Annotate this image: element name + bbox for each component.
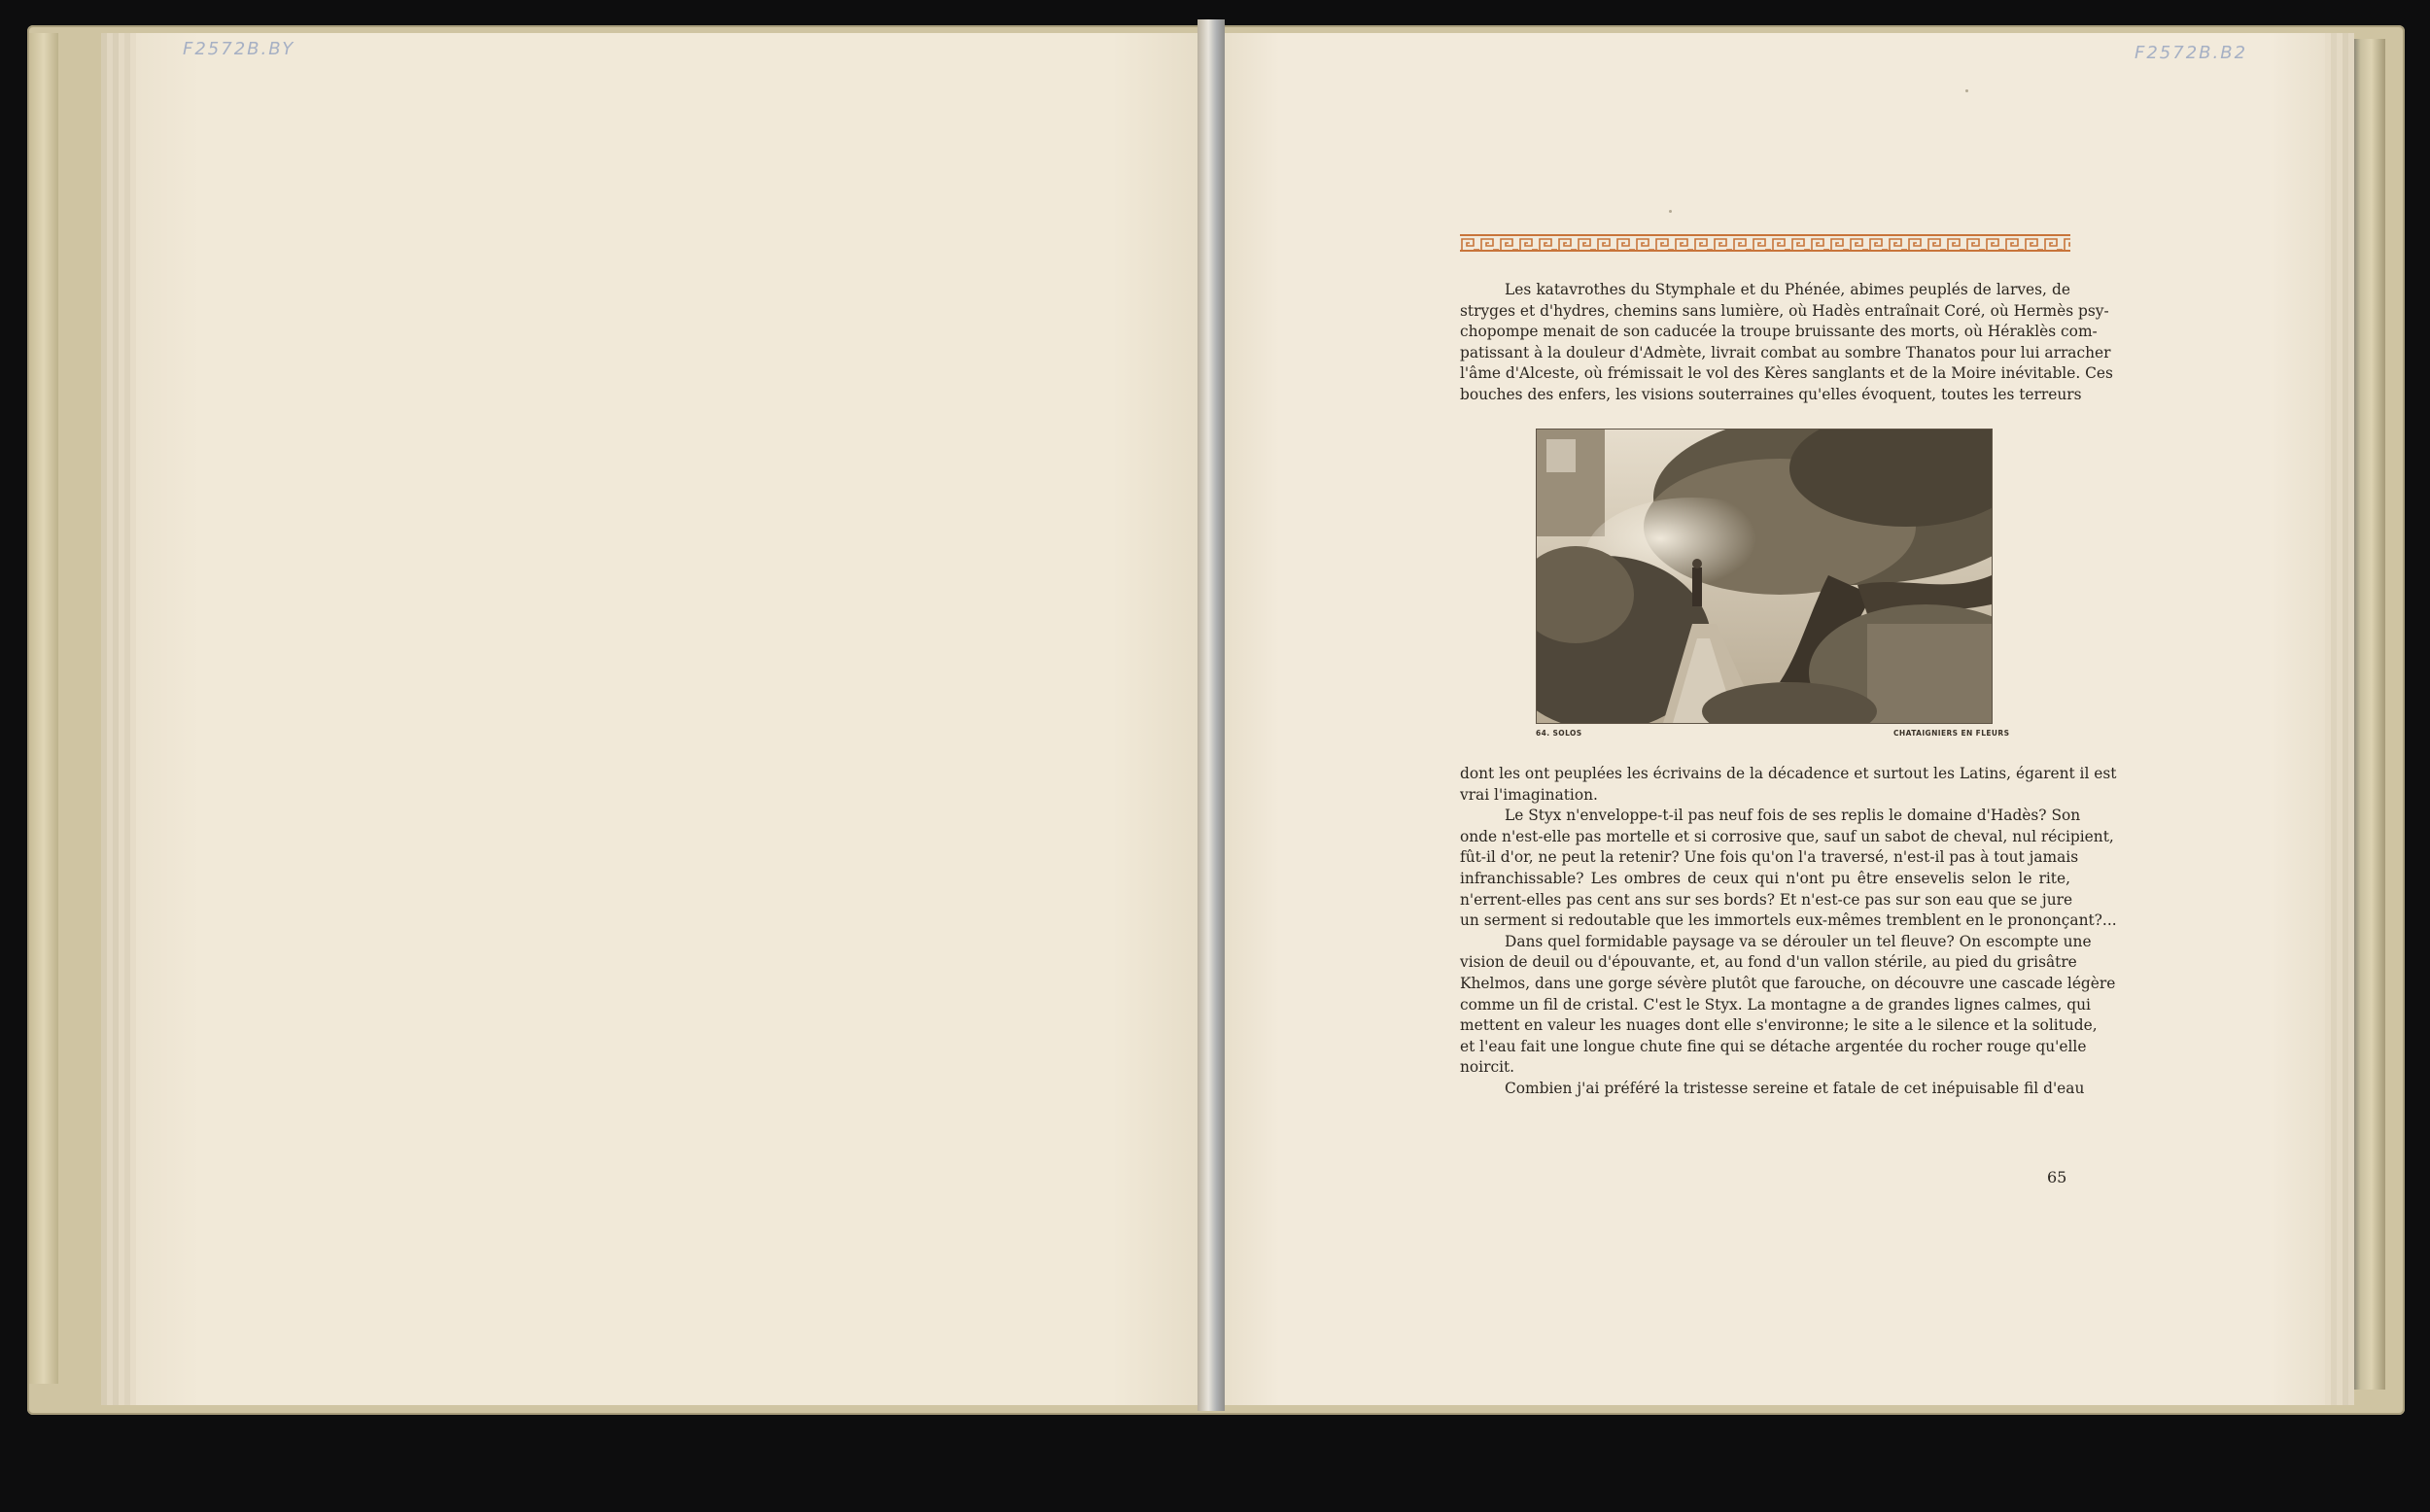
text-line: noircit. (1460, 1058, 1515, 1077)
text-line: chopompe menait de son caducée la troupe bruissante des morts, où Héraklès com- (1460, 323, 2098, 341)
left-page-blank (136, 33, 1198, 1405)
photo-caption-number: 64. SOLOS (1536, 729, 1582, 738)
text-line: fût-il d'or, ne peut la retenir? Une fois qu'on l'a traversé, n'est-il pas à tout jamais (1460, 848, 2079, 867)
text-line: Dans quel formidable paysage va se dérouler un tel fleuve? On escompte une (1505, 932, 2092, 950)
page-number: 65 (2047, 1168, 2067, 1186)
text-line: Combien j'ai préféré la tristesse sereine et fatale de cet inépuisable fil d'eau (1505, 1079, 2085, 1097)
text-line: et l'eau fait une longue chute fine qui se détache argentée du rocher rouge qu'elle (1460, 1037, 2087, 1055)
text-line: bouches des enfers, les visions souterraines qu'elles évoquent, toutes les terreurs (1460, 385, 2082, 403)
speck (1669, 210, 1672, 213)
text-line: Les katavrothes du Stymphale et du Phénée, abimes peuplés de larves, de (1505, 281, 2070, 298)
text-line: vrai l'imagination. (1460, 785, 1598, 804)
text-line: dont les ont peuplées les écrivains de la décadence et surtout les Latins, égarent il est (1460, 765, 2117, 782)
paragraph-bottom (1460, 764, 2117, 1100)
pencil-mark-left: F2572B.BY (183, 39, 295, 59)
pencil-mark-right: F2572B.B2 (2135, 43, 2248, 63)
photo-caption-title: CHATAIGNIERS EN FLEURS (1893, 729, 2010, 738)
text-line: un serment si redoutable que les immortels eux-mêmes tremblent en le prononçant?... (1460, 911, 2117, 930)
text-line: Le Styx n'enveloppe-t-il pas neuf fois de ses replis le domaine d'Hadès? Son (1505, 807, 2081, 825)
right-cover-edge (2350, 39, 2385, 1390)
greek-key-ornament (1460, 233, 2070, 253)
text-line: comme un fil de cristal. C'est le Styx. La montagne a de grandes lignes calmes, qui (1460, 995, 2091, 1014)
photograph-chestnut-trees (1536, 429, 1993, 724)
text-line: stryges et d'hydres, chemins sans lumière, où Hadès entraînait Coré, où Hermès psy- (1460, 301, 2109, 320)
text-line: Khelmos, dans une gorge sévère plutôt que farouche, on découvre une cascade légère (1460, 974, 2116, 992)
text-line: vision de deuil ou d'épouvante, et, au fond d'un vallon stérile, au pied du grisâtre (1460, 953, 2077, 972)
book-gutter (1198, 19, 1225, 1411)
text-line: mettent en valeur les nuages dont elle s'environne; le site a le silence et la solitude, (1460, 1016, 2098, 1035)
text-line: patissant à la douleur d'Admète, livrait combat au sombre Thanatos pour lui arracher (1460, 343, 2111, 361)
text-line: infranchissable? Les ombres de ceux qui n'ont pu être ensevelis selon le rite, (1460, 869, 2070, 887)
left-cover-edge (29, 33, 58, 1384)
speck (1965, 89, 1968, 92)
text-line: l'âme d'Alceste, où frémissait le vol des Kères sanglants et de la Moire inévitable. Ces (1460, 364, 2113, 383)
paragraph-top (1460, 280, 2113, 406)
text-line: n'errent-elles pas cent ans sur ses bords? Et n'est-ce pas sur son eau que se jure (1460, 890, 2073, 909)
text-line: onde n'est-elle pas mortelle et si corrosive que, sauf un sabot de cheval, nul récipient, (1460, 827, 2114, 845)
